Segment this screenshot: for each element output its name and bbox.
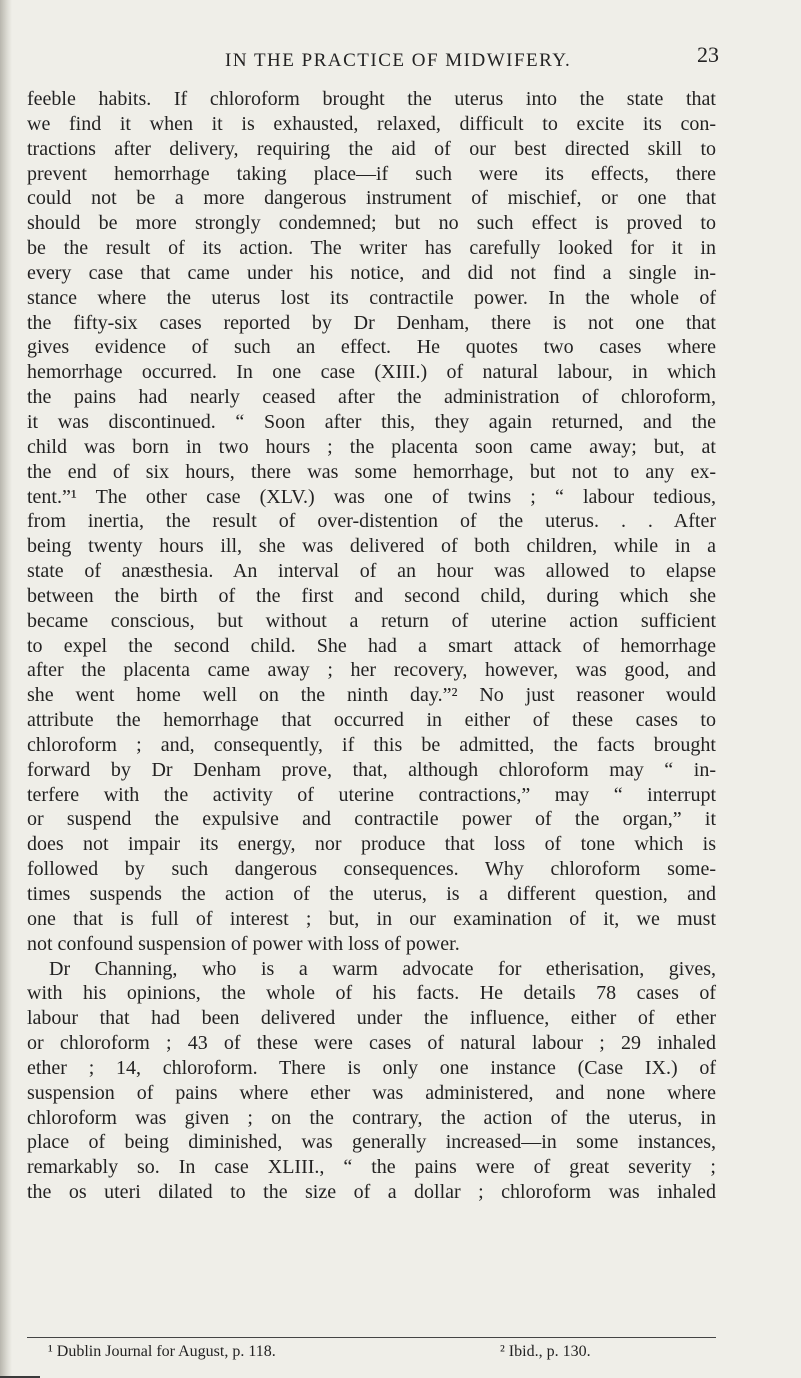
page-binding-shadow (0, 0, 12, 1378)
text-line: chloroform was given ; on the contrary, the action of the uterus, in (27, 1106, 716, 1129)
text-line: feeble habits. If chloroform brought the uterus into the state that (27, 88, 716, 110)
text-line: or suspend the expulsive and contractile power of the organ,” it (27, 808, 716, 831)
text-line: between the birth of the first and second child, during which she (27, 584, 716, 607)
text-line: ether ; 14, chloroform. There is only one instance (Case IX.) of (27, 1056, 716, 1079)
text-line: times suspends the action of the uterus, is a different question, and (27, 883, 716, 905)
footnote-rule (27, 1337, 716, 1338)
text-line: terfere with the activity of uterine contractions,” may “ interrupt (27, 783, 716, 806)
text-line: chloroform ; and, consequently, if this be admitted, the facts brought (27, 733, 716, 756)
text-line: to expel the second child. She had a smart attack of hemorrhage (27, 634, 716, 657)
page-corner-mark (0, 1346, 40, 1378)
text-line: from inertia, the result of over-distention of the uterus. . . After (27, 510, 716, 533)
text-line: the os uteri dilated to the size of a dollar ; chloroform was inhaled (27, 1181, 716, 1204)
text-line: every case that came under his notice, and did not find a single in- (27, 261, 716, 284)
text-line: the pains had nearly ceased after the administration of chloroform, (27, 386, 716, 409)
text-line: forward by Dr Denham prove, that, although chloroform may “ in- (27, 758, 716, 781)
text-line: Dr Channing, who is a warm advocate for etherisation, gives, (49, 957, 716, 980)
text-line: she went home well on the ninth day.”² No just reasoner would (27, 684, 716, 707)
body-text (27, 87, 716, 1205)
text-line: remarkably so. In case XLIII., “ the pains were of great severity ; (27, 1156, 716, 1179)
text-line: labour that had been delivered under the influence, either of ether (27, 1007, 716, 1030)
text-line: state of anæsthesia. An interval of an hour was allowed to elapse (27, 560, 716, 583)
text-line: could not be a more dangerous instrument of mischief, or one that (27, 187, 716, 210)
running-head: IN THE PRACTICE OF MIDWIFERY. (225, 50, 572, 71)
text-line: should be more strongly condemned; but no such effect is proved to (27, 212, 716, 235)
text-line: the fifty-six cases reported by Dr Denham, there is not one that (27, 311, 716, 334)
text-line: followed by such dangerous consequences. Why chloroform some- (27, 858, 716, 881)
text-line: be the result of its action. The writer has carefully looked for it in (27, 237, 716, 260)
text-line: child was born in two hours ; the placenta soon came away; but, at (27, 435, 716, 458)
text-line: attribute the hemorrhage that occurred in either of these cases to (27, 709, 716, 732)
text-line: it was discontinued. “ Soon after this, they again returned, and the (27, 410, 716, 433)
footnote-1: ¹ Dublin Journal for August, p. 118. (48, 1343, 276, 1360)
text-line: we find it when it is exhausted, relaxed, difficult to excite its con- (27, 112, 716, 135)
text-line: tractions after delivery, requiring the aid of our best directed skill to (27, 137, 716, 160)
text-line: one that is full of interest ; but, in our examination of it, we must (27, 907, 716, 930)
text-line: being twenty hours ill, she was delivered of both children, while in a (27, 535, 716, 558)
text-line: tent.”¹ The other case (XLV.) was one of twins ; “ labour tedious, (27, 485, 716, 508)
text-line: with his opinions, the whole of his facts. He details 78 cases of (27, 982, 716, 1005)
text-line: prevent hemorrhage taking place—if such were its effects, there (27, 162, 716, 185)
page-number: 23 (697, 42, 719, 67)
text-line: after the placenta came away ; her recovery, however, was good, and (27, 659, 716, 682)
text-line: or chloroform ; 43 of these were cases of natural labour ; 29 inhaled (27, 1032, 716, 1055)
text-line: hemorrhage occurred. In one case (XIII.) of natural labour, in which (27, 361, 716, 384)
text-line: the end of six hours, there was some hemorrhage, but not to any ex- (27, 460, 716, 483)
text-line: not confound suspension of power with loss of power. (27, 932, 460, 955)
text-line: suspension of pains where ether was administered, and none where (27, 1081, 716, 1104)
text-line: stance where the uterus lost its contractile power. In the whole of (27, 286, 716, 309)
text-line: became conscious, but without a return of uterine action sufficient (27, 609, 716, 632)
text-line: does not impair its energy, nor produce that loss of tone which is (27, 833, 716, 856)
footnote-2: ² Ibid., p. 130. (500, 1343, 591, 1360)
text-line: gives evidence of such an effect. He quotes two cases where (27, 336, 716, 359)
text-line: place of being diminished, was generally increased—in some instances, (27, 1131, 716, 1154)
